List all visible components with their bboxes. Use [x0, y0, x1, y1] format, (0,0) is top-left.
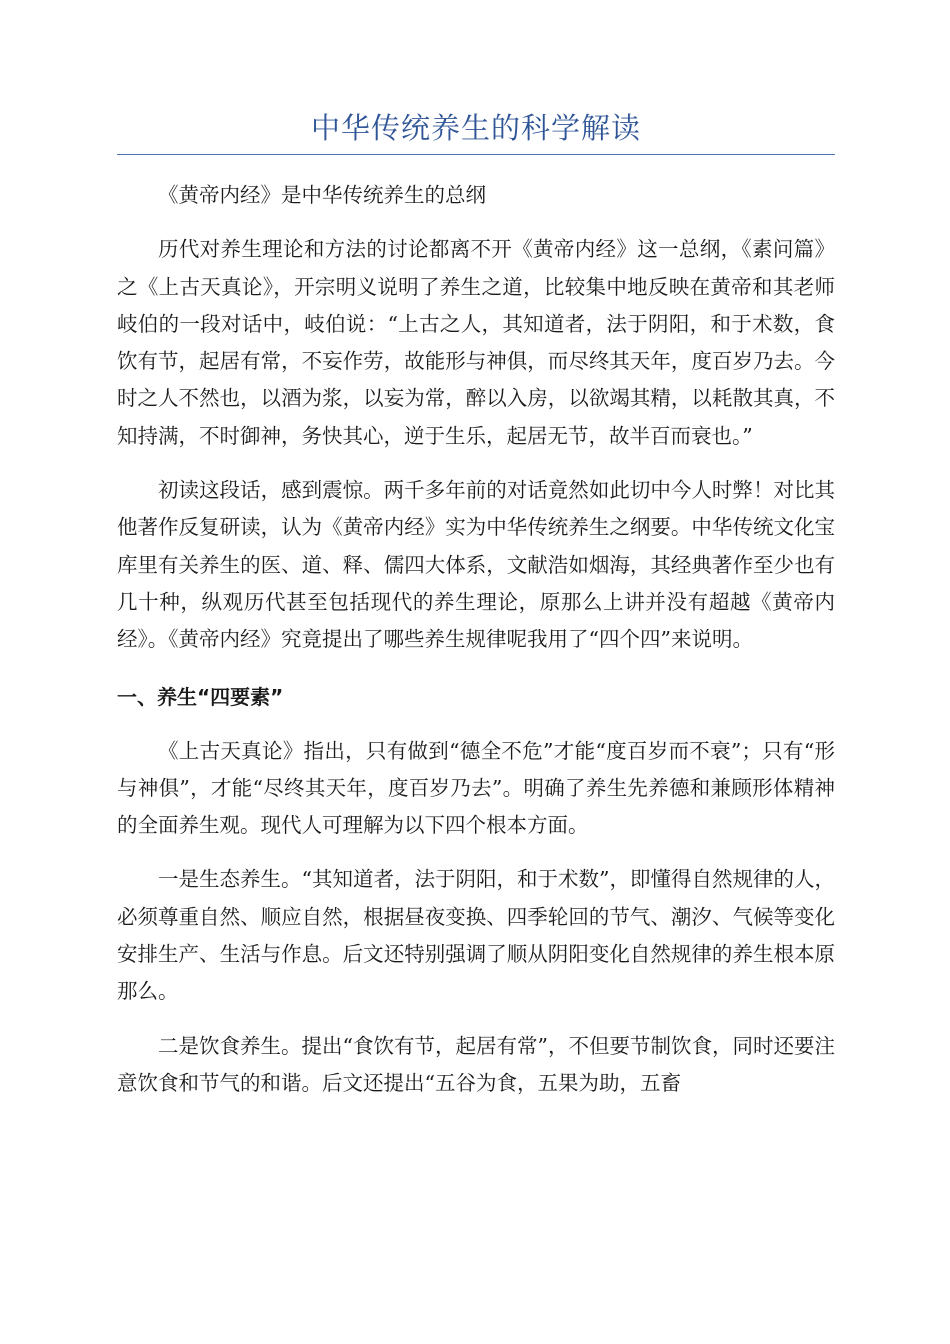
paragraph-2: 初读这段话，感到震惊。两千多年前的对话竟然如此切中今人时弊！对比其他著作反复研读，认为《黄帝内经》实为中华传统养生之纲要。中华传统文化宝库里有关养生的医、道、释、儒四大体系，文献浩如烟海，其经典著作至少也有几十种，纵观历代甚至包括现代的养生理论，原那么上讲并没有超越《黄帝内经》。《黄帝内经》究竟提出了哪些养生规律呢我用了“四个四”来说明。: [117, 478, 835, 652]
paragraph-1: 历代对养生理论和方法的讨论都离不开《黄帝内经》这一总纲，《素问篇》之《上古天真论》，开宗明义说明了养生之道，比较集中地反映在黄帝和其老师岐伯的一段对话中，岐伯说：“上古之人，其知道者，法于阴阳，和于术数，食饮有节，起居有常，不妄作劳，故能形与神俱，而尽终其天年，度百岁乃去。今时之人不然也，以酒为浆，以妄为常，醉以入房，以欲竭其精，以耗散其真，不知持满，不时御神，务快其心，逆于生乐，起居无节，故半百而衰也。”: [117, 237, 835, 448]
section-paragraph-2: 一是生态养生。“其知道者，法于阴阳，和于术数”，即懂得自然规律的人，必须尊重自然、顺应自然，根据昼夜变换、四季轮回的节气、潮汐、气候等变化安排生产、生活与作息。后文还特别强调了顺从阴阳变化自然规律的养生根本原那么。: [117, 867, 835, 1004]
title-underline: [117, 154, 835, 155]
section-paragraph-3: 二是饮食养生。提出“食饮有节，起居有常”，不但要节制饮食，同时还要注意饮食和节气的和谐。后文还提出“五谷为食，五果为助，五畜: [117, 1033, 835, 1095]
subtitle-line: 《黄帝内经》是中华传统养生的总纲: [158, 183, 486, 207]
document-title: 中华传统养生的科学解读: [310, 111, 641, 145]
section-heading: 一、养生“四要素”: [117, 684, 284, 709]
section-paragraph-1: 《上古天真论》指出，只有做到“德全不危”才能“度百岁而不衰”；只有“形与神俱”，才能“尽终其天年，度百岁乃去”。明确了养生先养德和兼顾形体精神的全面养生观。现代人可理解为以下四个根本方面。: [117, 738, 835, 838]
document-page: [117, 108, 835, 1102]
